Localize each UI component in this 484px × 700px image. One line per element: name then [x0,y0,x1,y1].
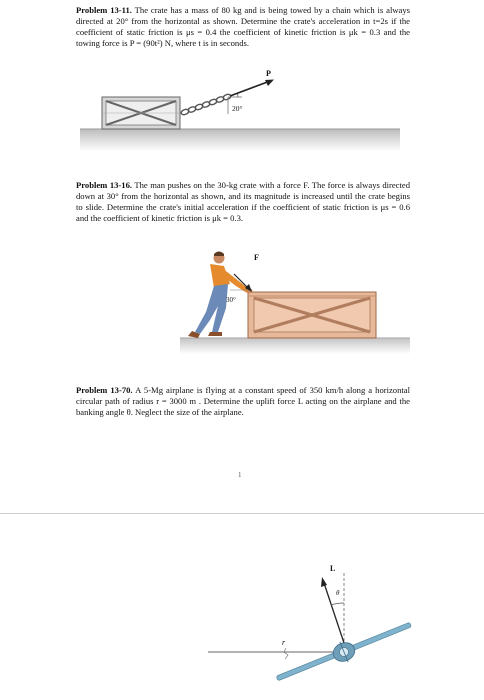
angle-arc [237,94,238,97]
crate [102,97,180,129]
problem-13-70-id: Problem 13-70. [76,385,133,395]
problem-13-70-body: A 5-Mg airplane is flying at a constant speed of 350 km/h along a horizontal circular path of radius r = 3000 m . Determine the uplift force L acting on the airplane and the banking angle θ. Neglect the size of the airplane. [76,385,410,417]
force-label-p: P [266,70,271,78]
page-divider [0,513,484,514]
problem-13-16-text [76,180,410,224]
lift-label: L [330,564,336,573]
problem-13-16-body: The man pushes on the 30-kg crate with a force F. The force is always directed down at 30° from the horizontal as shown, and its magnitude is increased until the crate begins to slide. Determine the crate's initial acceleration if the coefficient of static friction is μs = 0.6 and the coefficient of kinetic friction is μk = 0.3. [76,180,410,223]
bank-angle-arc [331,603,344,605]
radius-label: r [282,638,286,647]
wooden-crate [248,292,376,338]
problem-13-70-text [76,385,410,418]
angle-label: 30° [226,296,236,304]
force-label-f: F [254,253,259,262]
problem-13-11-id: Problem 13-11. [76,5,132,15]
man-pushing-crate-figure [170,248,420,358]
bank-angle-label: θ [336,589,340,597]
page-number: 1 [238,471,242,479]
problem-13-11-body: The crate has a mass of 80 kg and is being towed by a chain which is always directed at 20° from the horizontal as shown. Determine the crate's acceleration in t=2s if the coefficient of static friction is μs = 0.4 the coefficient of kinetic friction is μk = 0.3 and the towing force is P = (90t²) N, where t is in seconds. [76,5,411,48]
man-figure [188,252,253,339]
problem-13-16-id: Problem 13-16. [76,180,133,190]
chain [180,93,231,115]
crate-chain-figure [80,70,410,160]
ground-surface [80,129,400,151]
banking-airplane-figure [200,555,420,690]
lift-arrowhead [321,577,327,587]
force-arrow-p [230,81,270,96]
ground-surface [180,338,410,354]
problem-13-11-text [76,5,410,49]
lift-force-arrow [324,583,344,643]
angle-label: 20° [232,104,243,113]
